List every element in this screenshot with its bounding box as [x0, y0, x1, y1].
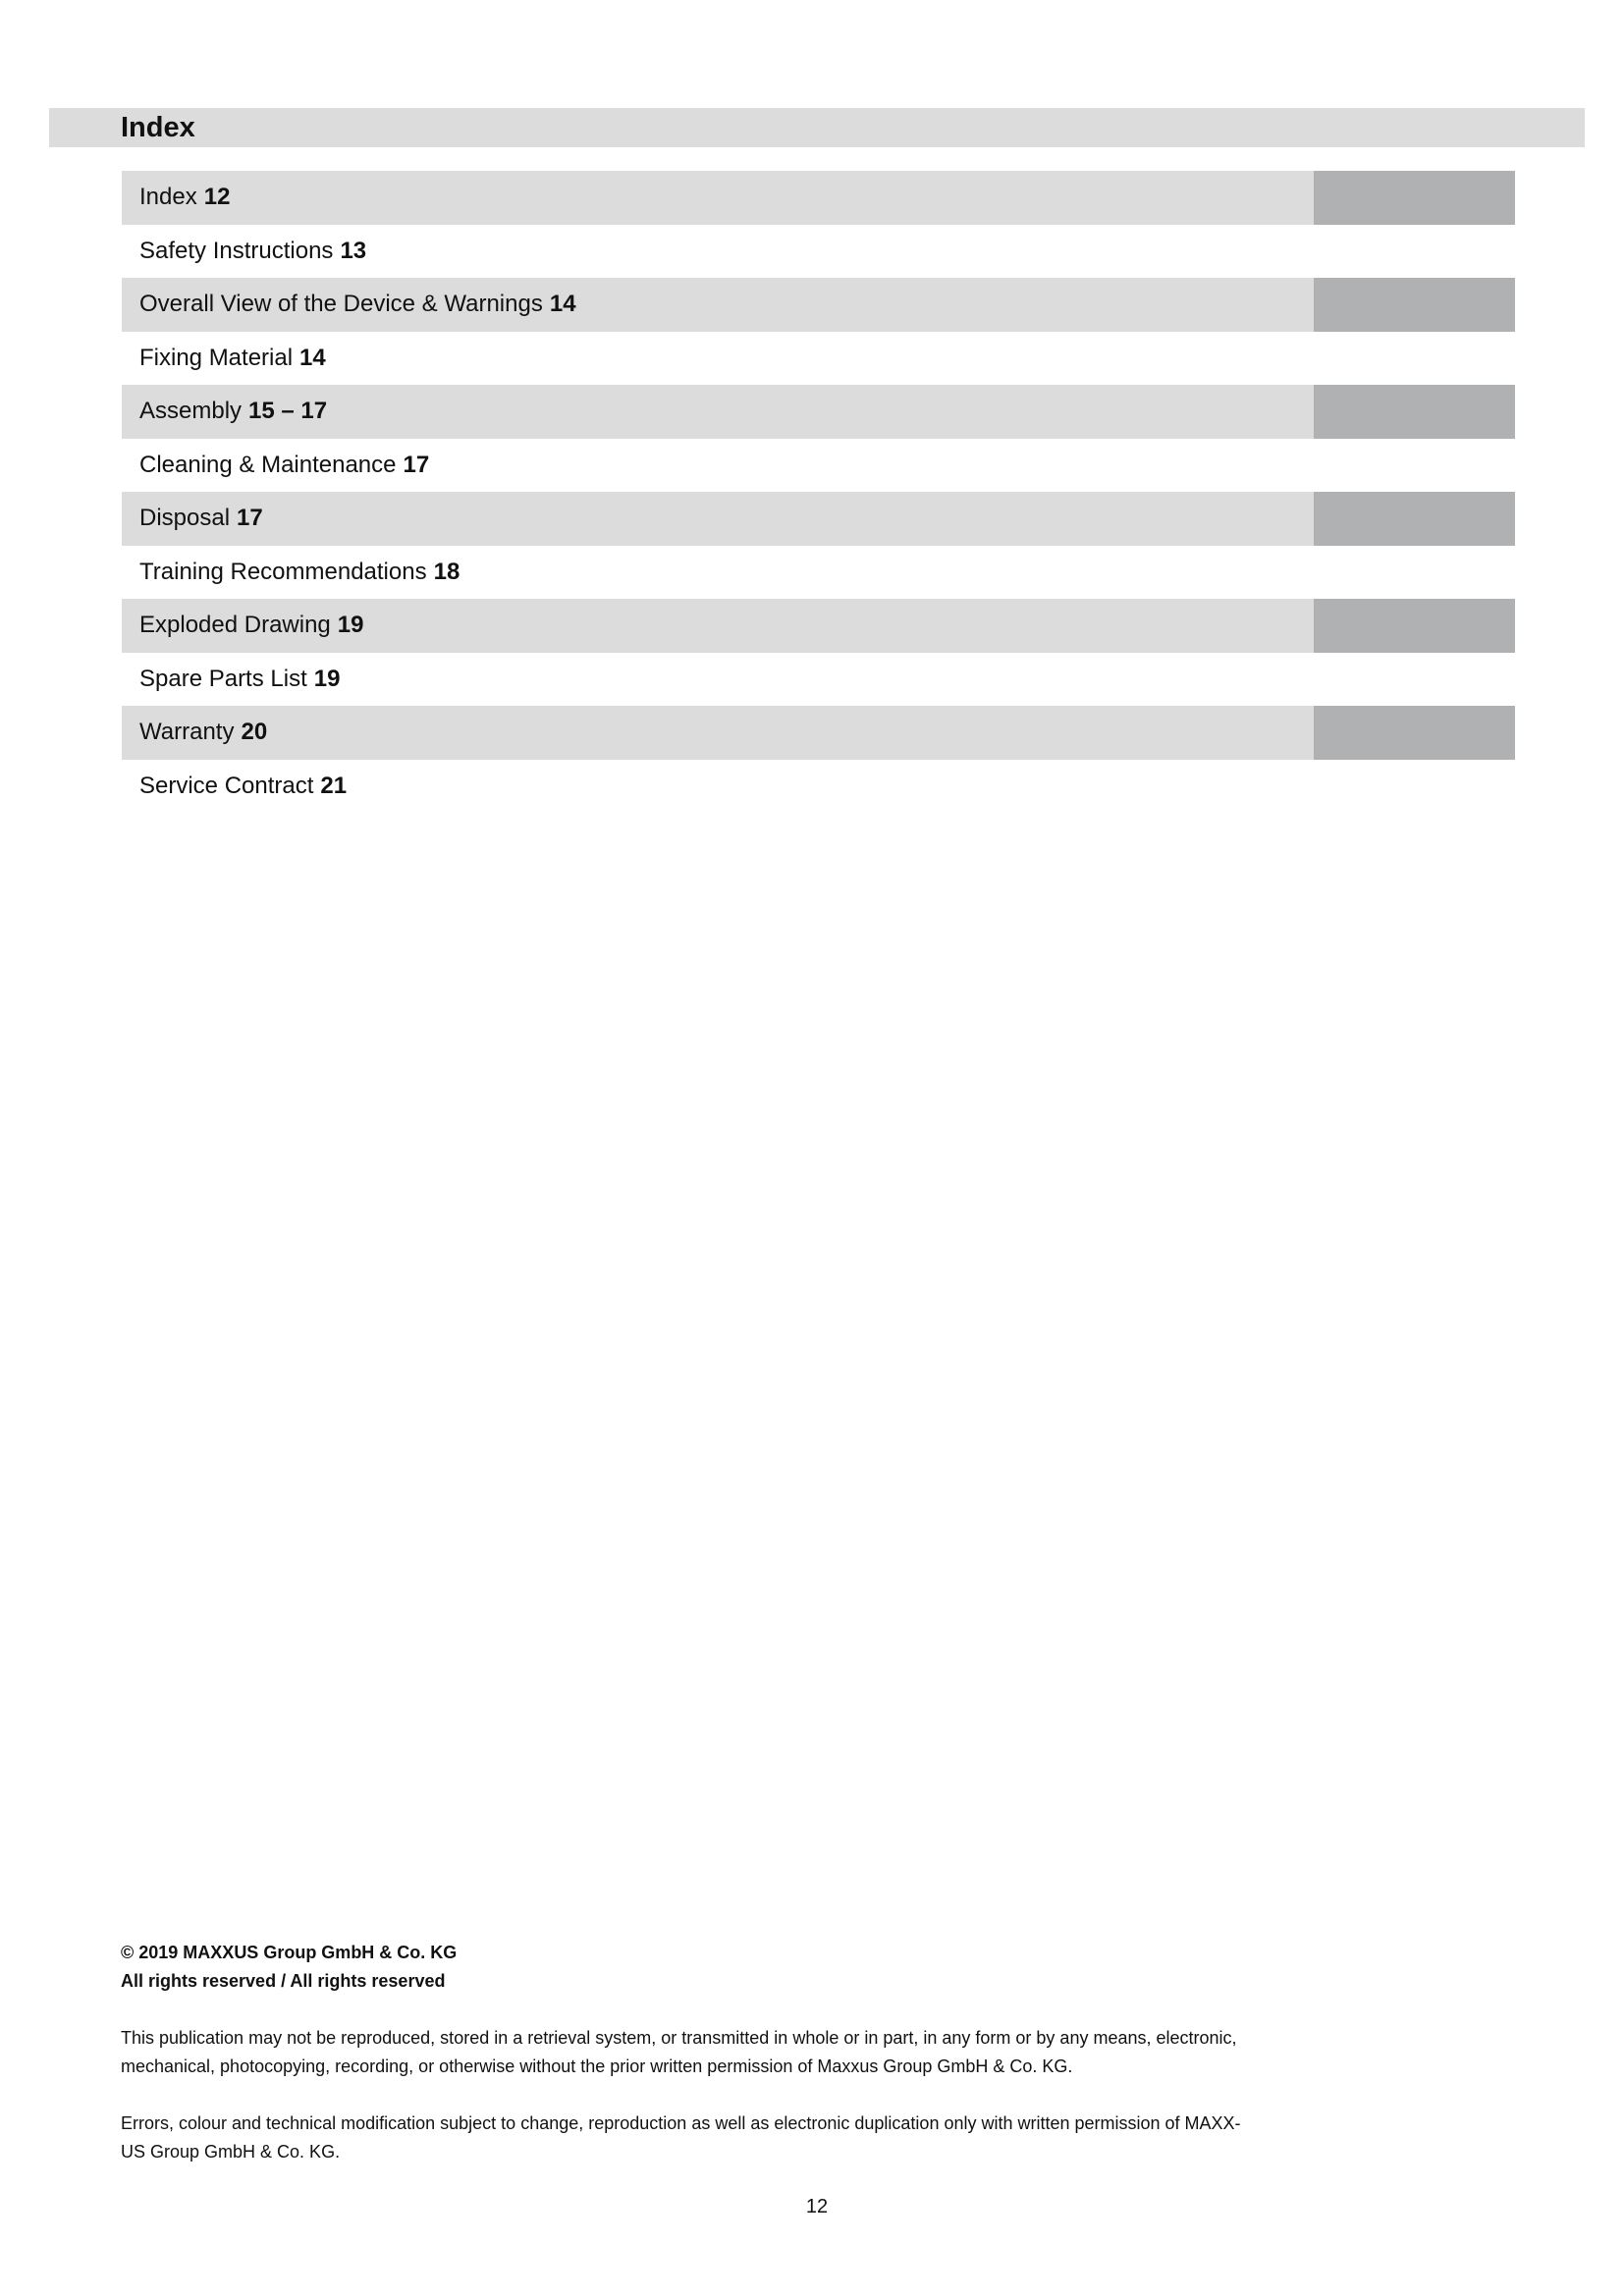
legal-notice — [121, 1939, 1299, 2166]
toc-entry-page: 12 — [203, 184, 231, 211]
section-header-bar — [49, 108, 1585, 147]
toc-entry-label: Index 12 — [139, 184, 231, 211]
toc-entry-page: 14 — [549, 291, 576, 318]
toc-entry-page: 19 — [337, 612, 364, 639]
toc-entry[interactable] — [122, 546, 1515, 600]
page-title: Index — [121, 112, 195, 143]
table-of-contents — [122, 171, 1515, 813]
toc-entry-label: Fixing Material 14 — [139, 344, 326, 371]
toc-entry-page: 17 — [403, 451, 430, 478]
reproduction-notice-line: mechanical, photocopying, recording, or otherwise without the prior written permission of Maxxus Group GmbH & Co. KG. — [121, 2056, 1073, 2076]
toc-entry-label: Assembly 15 – 17 — [139, 398, 328, 425]
toc-entry-label: Overall View of the Device & Warnings 14 — [139, 291, 576, 318]
toc-entry[interactable] — [122, 706, 1515, 760]
errors-notice-line: Errors, colour and technical modification subject to change, reproduction as well as electronic duplication only with written permission of MAXX- — [121, 2113, 1241, 2133]
toc-entry[interactable] — [122, 225, 1515, 279]
toc-entry-page: 18 — [433, 558, 460, 585]
toc-tab-marker — [1314, 706, 1515, 760]
toc-entry-page: 21 — [320, 772, 348, 799]
toc-tab-marker — [1314, 171, 1515, 225]
toc-entry[interactable] — [122, 760, 1515, 814]
toc-entry[interactable] — [122, 171, 1515, 225]
errors-notice — [121, 2109, 1299, 2166]
copyright-line: © 2019 MAXXUS Group GmbH & Co. KG — [121, 1943, 458, 1962]
toc-tab-marker — [1314, 385, 1515, 439]
toc-entry-label: Exploded Drawing 19 — [139, 612, 364, 639]
toc-entry[interactable] — [122, 492, 1515, 546]
reproduction-notice — [121, 2024, 1299, 2081]
toc-tab-marker — [1314, 278, 1515, 332]
toc-entry-page: 14 — [299, 344, 326, 371]
toc-entry-page: 13 — [340, 237, 367, 264]
toc-entry[interactable] — [122, 439, 1515, 493]
errors-notice-line: US Group GmbH & Co. KG. — [121, 2142, 341, 2162]
page-number: 12 — [805, 2196, 829, 2217]
toc-entry[interactable] — [122, 332, 1515, 386]
toc-entry[interactable] — [122, 385, 1515, 439]
toc-entry-page: 20 — [241, 719, 268, 746]
toc-entry[interactable] — [122, 599, 1515, 653]
reproduction-notice-line: This publication may not be reproduced, stored in a retrieval system, or transmitted in whole or in part, in any form or by any means, electronic, — [121, 2028, 1237, 2048]
toc-entry-label: Warranty 20 — [139, 719, 268, 746]
toc-entry-page: 17 — [237, 505, 263, 532]
toc-tab-marker — [1314, 492, 1515, 546]
toc-entry-label: Training Recommendations 18 — [139, 558, 460, 585]
toc-entry[interactable] — [122, 278, 1515, 332]
toc-entry-page: 15 – 17 — [248, 398, 328, 425]
toc-tab-marker — [1314, 599, 1515, 653]
toc-entry-label: Cleaning & Maintenance 17 — [139, 451, 430, 478]
toc-entry-page: 19 — [313, 665, 341, 692]
toc-entry-label: Disposal 17 — [139, 505, 263, 532]
rights-line: All rights reserved / All rights reserved — [121, 1971, 446, 1991]
toc-entry-label: Spare Parts List 19 — [139, 665, 341, 692]
toc-entry-label: Service Contract 21 — [139, 772, 348, 799]
toc-entry[interactable] — [122, 653, 1515, 707]
toc-entry-label: Safety Instructions 13 — [139, 237, 367, 264]
